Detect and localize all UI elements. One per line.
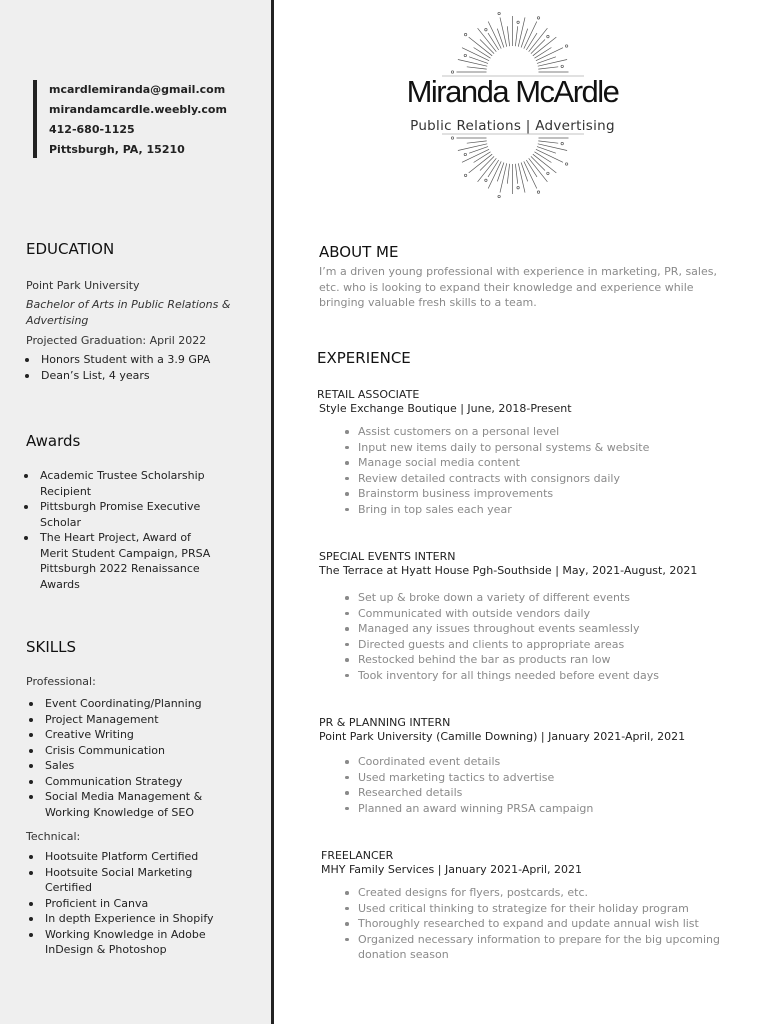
list-item: Used marketing tactics to advertise [342, 770, 722, 786]
degree: Bachelor of Arts in Public Relations & Advertising [26, 298, 231, 327]
contact-block [33, 80, 227, 158]
candidate-name: Miranda McArdle [406, 74, 619, 109]
list-item: The Heart Project, Award of Merit Student Campaign, PRSA Pittsburgh 2022 Renaissance Awards [21, 530, 211, 592]
list-item: Dean’s List, 4 years [22, 368, 210, 384]
sidebar [0, 0, 274, 1024]
education-list [22, 352, 210, 383]
job-organization: MHY Family Services | January 2021-April, 2021 [321, 863, 583, 876]
sunburst-dot [451, 137, 453, 139]
list-item: Researched details [342, 785, 722, 801]
graduation-date: Projected Graduation: April 2022 [26, 334, 207, 347]
job-duties-list [342, 424, 722, 517]
list-item: Took inventory for all things needed before event days [342, 668, 722, 684]
sunburst-ray [538, 67, 558, 69]
sunburst-dot [498, 195, 500, 197]
sunburst-dot [537, 17, 539, 19]
sunburst-ray [458, 144, 487, 151]
list-item: Created designs for flyers, postcards, etc. [342, 885, 722, 901]
sunburst-ray [500, 17, 507, 46]
list-item: Input new items daily to personal systems & website [342, 440, 722, 456]
job-organization: Style Exchange Boutique | June, 2018-Present [319, 402, 572, 415]
list-item: Manage social media content [342, 455, 722, 471]
list-item: Academic Trustee Scholarship Recipient [21, 468, 211, 499]
job-organization: Point Park University (Camille Downing) | January 2021-April, 2021 [319, 730, 686, 743]
list-item: Organized necessary information to prepare for the big upcoming donation season [342, 932, 722, 963]
candidate-subtitle: Public Relations | Advertising [410, 118, 615, 134]
professional-skills-list [26, 696, 226, 820]
job-duties-list [342, 754, 722, 816]
technical-skills-list [26, 849, 226, 958]
list-item: Sales [26, 758, 226, 774]
list-item: Working Knowledge in Adobe InDesign & Photoshop [26, 927, 226, 958]
sunburst-dot [485, 179, 487, 181]
list-item: Review detailed contracts with consignors daily [342, 471, 722, 487]
education-heading: EDUCATION [26, 240, 115, 258]
list-item: Used critical thinking to strategize for their holiday program [342, 901, 722, 917]
sunburst-dot [517, 21, 519, 23]
job-duties-list [342, 590, 722, 683]
list-item: Planned an award winning PRSA campaign [342, 801, 722, 817]
list-item: In depth Experience in Shopify [26, 911, 226, 927]
awards-list [21, 468, 211, 592]
list-item: Crisis Communication [26, 743, 226, 759]
list-item: Project Management [26, 712, 226, 728]
list-item: Communication Strategy [26, 774, 226, 790]
sunburst-dot [517, 187, 519, 189]
list-item: Event Coordinating/Planning [26, 696, 226, 712]
sunburst-ray [515, 26, 517, 46]
sunburst-ray [538, 141, 558, 143]
sunburst-dot [464, 153, 466, 155]
sunburst-dot [498, 12, 500, 14]
about-text: I’m a driven young professional with experience in marketing, PR, sales, etc. who is looking to expand their knowledge and experience while bringing valuable fresh skills to a team. [319, 265, 717, 309]
sunburst-ray [515, 164, 517, 184]
job-title: FREELANCER [321, 849, 394, 862]
list-item: Creative Writing [26, 727, 226, 743]
awards-heading: Awards [26, 432, 81, 450]
school-name: Point Park University [26, 279, 140, 292]
email-link[interactable]: mcardlemiranda@gmail.com [49, 83, 226, 96]
sunburst-ray [458, 60, 487, 67]
sunburst-dot [464, 33, 466, 35]
sunburst-dot [485, 29, 487, 31]
sunburst-ray [507, 164, 509, 184]
list-item: Coordinated event details [342, 754, 722, 770]
sunburst-dot [537, 191, 539, 193]
list-item: Set up & broke down a variety of different events [342, 590, 722, 606]
sunburst-dot [565, 163, 567, 165]
sunburst-dot [547, 35, 549, 37]
list-item: Hootsuite Social Marketing Certified [26, 865, 226, 896]
sunburst-dot [561, 65, 563, 67]
technical-label: Technical: [26, 830, 81, 843]
list-item: Social Media Management & Working Knowledge of SEO [26, 789, 226, 820]
list-item: Pittsburgh Promise Executive Scholar [21, 499, 211, 530]
sunburst-dot [565, 45, 567, 47]
phone-number: 412-680-1125 [49, 123, 135, 136]
skills-heading: SKILLS [26, 638, 77, 656]
list-item: Restocked behind the bar as products ran low [342, 652, 722, 668]
sunburst-dot [451, 71, 453, 73]
list-item: Thoroughly researched to expand and update annual wish list [342, 916, 722, 932]
list-item: Bring in top sales each year [342, 502, 722, 518]
job-duties-list [342, 885, 722, 963]
sunburst-dot [464, 54, 466, 56]
about-heading: ABOUT ME [319, 243, 399, 261]
list-item: Proficient in Canva [26, 896, 226, 912]
list-item: Brainstorm business improvements [342, 486, 722, 502]
list-item: Communicated with outside vendors daily [342, 606, 722, 622]
list-item: Honors Student with a 3.9 GPA [22, 352, 210, 368]
job-title: RETAIL ASSOCIATE [317, 388, 420, 401]
list-item: Managed any issues throughout events seamlessly [342, 621, 722, 637]
sunburst-dot [547, 172, 549, 174]
job-organization: The Terrace at Hyatt House Pgh-Southside | May, 2021-August, 2021 [319, 564, 698, 577]
sunburst-dot [561, 142, 563, 144]
website-link[interactable]: mirandamcardle.weebly.com [49, 103, 227, 116]
list-item: Directed guests and clients to appropriate areas [342, 637, 722, 653]
list-item: Hootsuite Platform Certified [26, 849, 226, 865]
experience-heading: EXPERIENCE [317, 349, 411, 367]
job-title: PR & PLANNING INTERN [319, 716, 451, 729]
job-title: SPECIAL EVENTS INTERN [319, 550, 456, 563]
list-item: Assist customers on a personal level [342, 424, 722, 440]
sunburst-ray [507, 26, 509, 46]
professional-label: Professional: [26, 675, 96, 688]
location: Pittsburgh, PA, 15210 [49, 143, 185, 156]
sunburst-ray [500, 163, 507, 192]
sunburst-dot [464, 174, 466, 176]
sunburst-ray [467, 141, 487, 143]
sunburst-ray [467, 67, 487, 69]
